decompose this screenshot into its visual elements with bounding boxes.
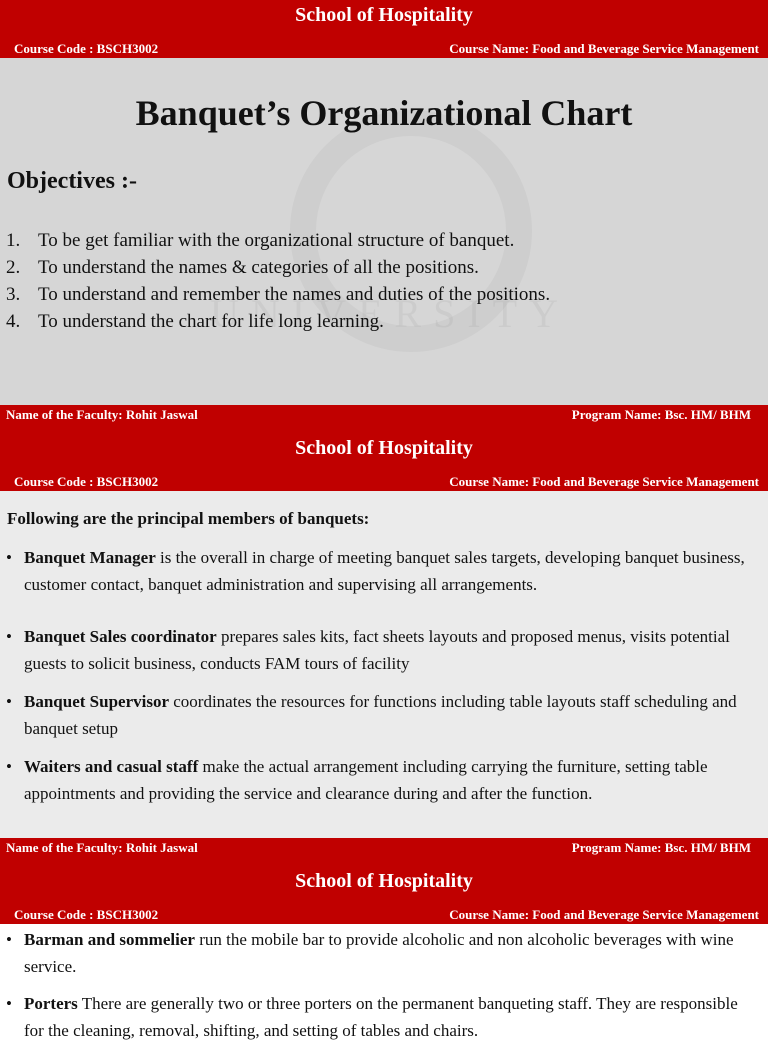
objective-text: To be get familiar with the organizational structure of banquet. xyxy=(38,230,515,251)
faculty-name: Name of the Faculty: Rohit Jaswal xyxy=(6,407,198,422)
slide-2 xyxy=(0,433,768,866)
course-name: Course Name: Food and Beverage Service Management xyxy=(449,41,759,56)
slide-footer xyxy=(0,405,768,433)
list-item xyxy=(6,754,756,807)
member-description: run the mobile bar to provide alcoholic and non alcoholic beverages with wine service. xyxy=(24,930,734,976)
member-term: Porters xyxy=(24,994,78,1013)
slide-header xyxy=(0,433,768,491)
objective-text: To understand and remember the names and duties of the positions. xyxy=(38,284,551,305)
objective-item xyxy=(6,281,550,308)
program-name: Program Name: Bsc. HM/ BHM xyxy=(571,840,751,855)
objective-number: 3. xyxy=(6,284,21,305)
faculty-name: Name of the Faculty: Rohit Jaswal xyxy=(6,840,198,855)
member-description: prepares sales kits, fact sheets layouts and proposed menus, visits potential guests to solicit business, conducts FAM tours of facility xyxy=(24,627,730,673)
slide-header xyxy=(0,866,768,924)
objectives-list xyxy=(6,227,550,335)
slide-header xyxy=(0,0,768,58)
members-lead-text: Following are the principal members of banquets: xyxy=(7,509,370,528)
list-item xyxy=(6,624,756,677)
school-title: School of Hospitality xyxy=(295,4,473,26)
member-term: Banquet Sales coordinator xyxy=(24,627,217,646)
member-description: is the overall in charge of meeting banquet sales targets, developing banquet business, customer contact, banquet administration and supervising all arrangements. xyxy=(24,548,745,594)
objective-item xyxy=(6,254,550,281)
member-term: Banquet Manager xyxy=(24,548,156,567)
slide-footer xyxy=(0,838,768,866)
objective-text: To understand the chart for life long learning. xyxy=(38,311,384,332)
course-name: Course Name: Food and Beverage Service Management xyxy=(449,474,759,489)
objectives-heading: Objectives :- xyxy=(7,168,137,194)
objective-item xyxy=(6,308,550,335)
objective-number: 4. xyxy=(6,311,21,332)
list-item xyxy=(6,927,756,980)
member-description: coordinates the resources for functions including table layouts staff scheduling and banquet setup xyxy=(24,692,737,738)
members-list-continued xyxy=(6,927,756,1044)
course-code: Course Code : BSCH3002 xyxy=(14,907,159,922)
slide-3 xyxy=(0,866,768,1040)
objective-item xyxy=(6,227,550,254)
member-term: Waiters and casual staff xyxy=(24,757,199,776)
member-term: Barman and sommelier xyxy=(24,930,195,949)
program-name: Program Name: Bsc. HM/ BHM xyxy=(571,407,751,422)
bullet-icon: • xyxy=(6,757,12,776)
course-code: Course Code : BSCH3002 xyxy=(14,41,159,56)
list-item xyxy=(6,991,756,1044)
member-description: There are generally two or three porters on the permanent banqueting staff. They are responsible for the cleaning, removal, shifting, and setting of tables and chairs. xyxy=(24,994,738,1040)
bullet-icon: • xyxy=(6,692,12,711)
bullet-icon: • xyxy=(6,627,12,646)
bullet-icon: • xyxy=(6,994,12,1013)
member-description: make the actual arrangement including carrying the furniture, setting table appointments and providing the service and clearance during and after the function. xyxy=(24,757,708,803)
bullet-icon: • xyxy=(6,548,12,567)
objective-text: To understand the names & categories of all the positions. xyxy=(38,257,479,278)
page-title: Banquet’s Organizational Chart xyxy=(135,93,633,133)
members-list xyxy=(6,545,756,807)
objective-number: 2. xyxy=(6,257,21,278)
member-term: Banquet Supervisor xyxy=(24,692,169,711)
objective-number: 1. xyxy=(6,230,21,251)
school-title: School of Hospitality xyxy=(295,870,473,892)
bullet-icon: • xyxy=(6,930,12,949)
slide-1 xyxy=(0,0,768,433)
school-title: School of Hospitality xyxy=(295,437,473,459)
course-code: Course Code : BSCH3002 xyxy=(14,474,159,489)
list-item xyxy=(6,689,756,742)
list-item xyxy=(6,545,756,598)
course-name: Course Name: Food and Beverage Service Management xyxy=(449,907,759,922)
